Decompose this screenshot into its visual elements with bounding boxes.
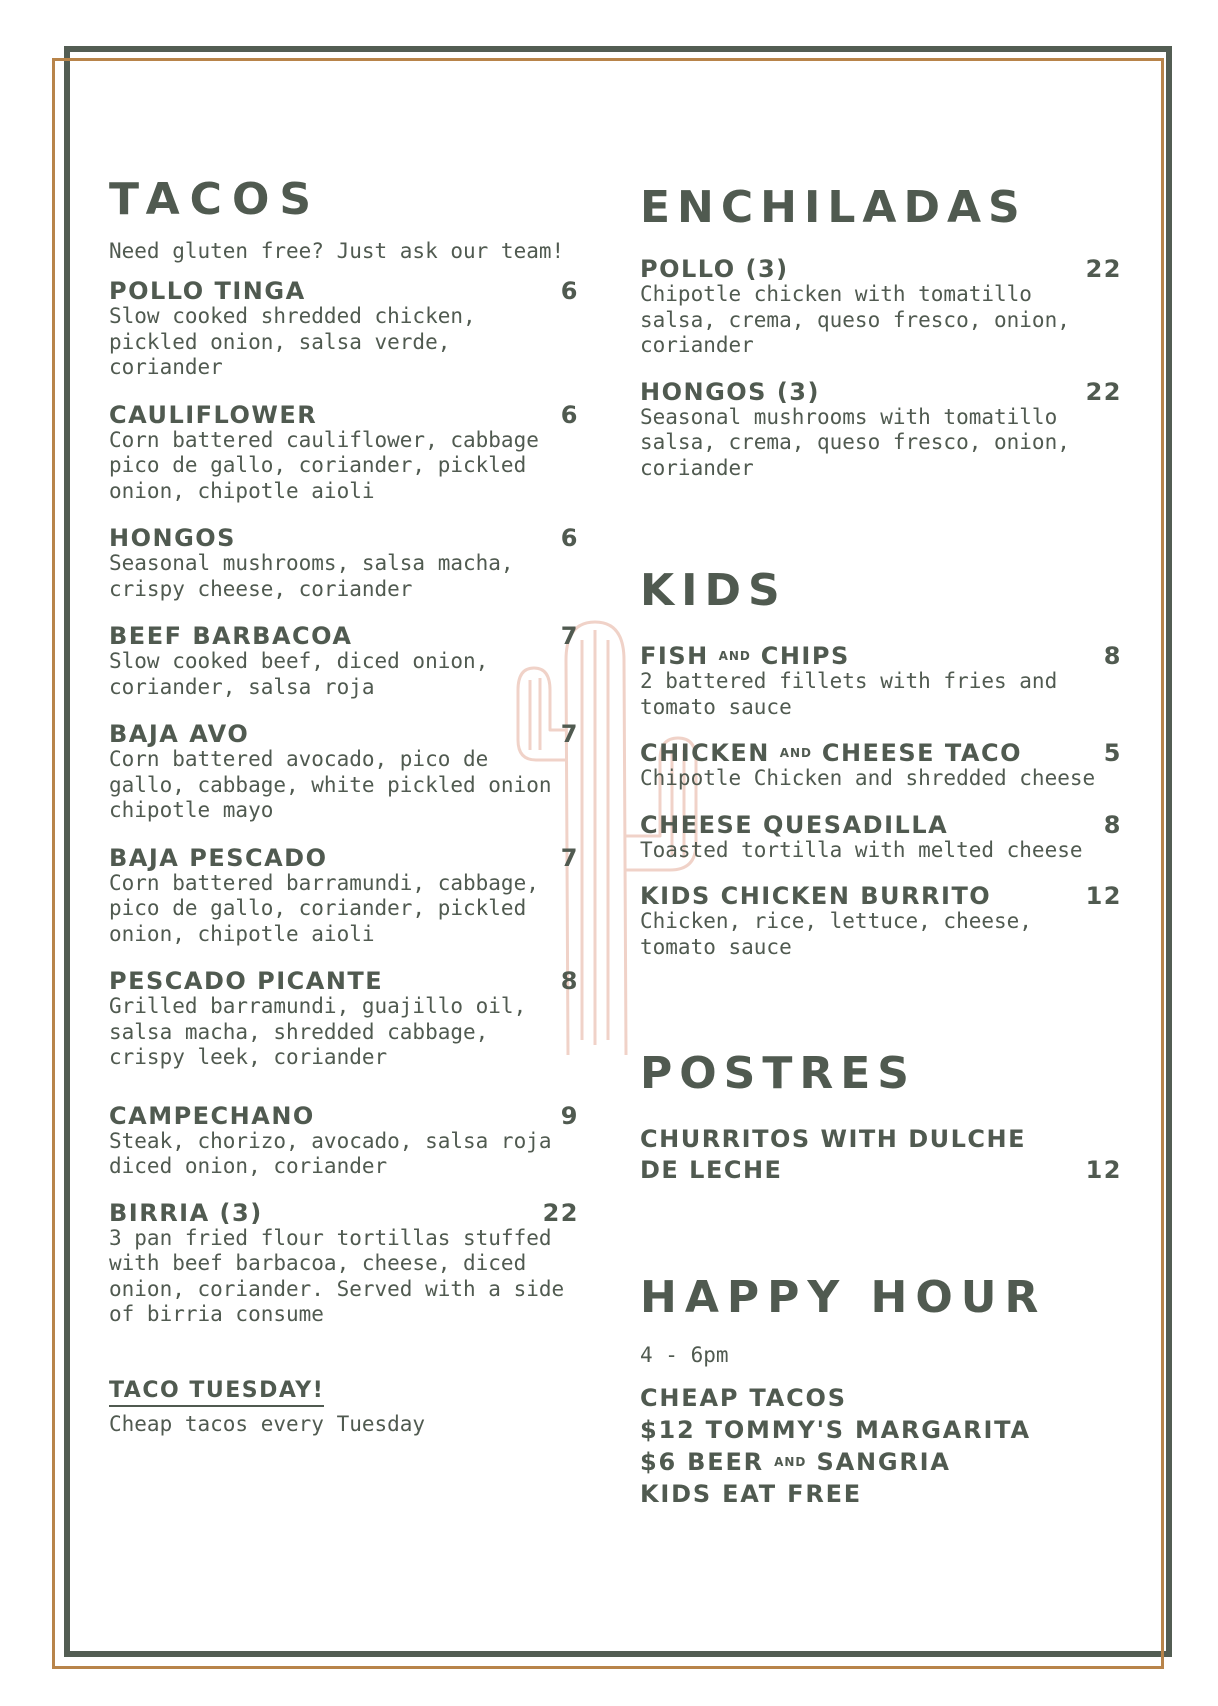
item-description: Toasted tortilla with melted cheese <box>640 837 1083 862</box>
item-name-part: FISH <box>640 642 709 670</box>
item-name-part: CHICKEN <box>640 739 770 767</box>
item-price: 22 <box>1085 255 1122 283</box>
tacos-title: TACOS <box>109 174 322 225</box>
item-name: BIRRIA (3) <box>109 1198 263 1227</box>
taco-item <box>109 1200 579 1328</box>
happy-hour-list <box>640 1382 1122 1510</box>
happy-hour-part: SANGRIA <box>816 1448 951 1476</box>
happy-hour-line: CHEAP TACOS <box>640 1384 847 1412</box>
item-description: Chicken, rice, lettuce, cheese, tomato sauce <box>640 909 1032 959</box>
item-name: BEEF BARBACOA <box>109 622 353 650</box>
enchilada-item <box>640 256 1122 359</box>
tacos-column <box>109 174 579 1437</box>
item-price: 12 <box>1085 1156 1122 1184</box>
taco-item <box>109 845 579 948</box>
taco-item <box>109 278 579 381</box>
happy-hour-line <box>640 1446 1122 1478</box>
taco-item <box>109 968 579 1071</box>
item-name: PESCADO PICANTE <box>109 967 384 995</box>
item-price: 5 <box>1103 739 1122 767</box>
happy-hour-title: HAPPY HOUR <box>640 1272 1047 1323</box>
item-price: 6 <box>560 400 579 429</box>
kids-item <box>640 883 1122 960</box>
and-word: AND <box>779 746 812 760</box>
taco-item <box>109 1103 579 1180</box>
item-price: 22 <box>542 1198 579 1227</box>
gluten-free-note: Need gluten free? Just ask our team! <box>109 239 565 263</box>
taco-item <box>109 623 579 700</box>
item-name <box>640 740 1022 766</box>
item-price: 8 <box>560 967 579 995</box>
item-price: 7 <box>560 720 579 748</box>
item-name: POLLO (3) <box>640 255 789 283</box>
item-description: 2 battered fillets with fries and tomato sauce <box>640 669 1058 719</box>
item-description: Steak, chorizo, avocado, salsa roja diced onion, coriander <box>109 1128 552 1178</box>
kids-item <box>640 812 1122 864</box>
item-name: CAULIFLOWER <box>109 400 318 429</box>
item-price: 12 <box>1085 882 1122 910</box>
item-name <box>640 643 850 669</box>
taco-item <box>109 525 579 602</box>
item-price: 7 <box>560 622 579 650</box>
happy-hour-line: $12 TOMMY'S MARGARITA <box>640 1416 1031 1444</box>
item-description: Seasonal mushrooms, salsa macha, crispy cheese, coriander <box>109 551 514 601</box>
postres-title: POSTRES <box>640 1048 916 1099</box>
item-price: 22 <box>1085 377 1122 406</box>
item-description: Slow cooked beef, diced onion, coriander, salsa roja <box>109 649 489 699</box>
item-name: HONGOS <box>109 524 236 552</box>
taco-tuesday-text: Cheap tacos every Tuesday <box>109 1411 426 1436</box>
item-description: Corn battered avocado, pico de gallo, cabbage, white pickled onion chipotle mayo <box>109 747 552 822</box>
item-name-part: CHIPS <box>760 642 850 670</box>
item-description: Grilled barramundi, guajillo oil, salsa macha, shredded cabbage, crispy leek, coriander <box>109 994 527 1069</box>
and-word: AND <box>774 1455 807 1469</box>
and-word: AND <box>718 649 751 663</box>
item-name: KIDS CHICKEN BURRITO <box>640 882 992 910</box>
enchiladas-title: ENCHILADAS <box>640 182 1027 233</box>
right-column <box>640 178 1122 1510</box>
item-price: 8 <box>1103 642 1122 670</box>
item-name: POLLO TINGA <box>109 277 306 305</box>
taco-tuesday <box>109 1378 579 1437</box>
happy-hour-time: 4 - 6pm <box>640 1343 729 1367</box>
item-description: Corn battered cauliflower, cabbage pico de gallo, coriander, pickled onion, chipotle aioli <box>109 427 539 503</box>
item-description: 3 pan fried flour tortillas stuffed with beef barbacoa, cheese, diced onion, coriander. Served with a side of birria consume <box>109 1225 565 1326</box>
item-name: BAJA PESCADO <box>109 843 328 872</box>
taco-tuesday-title: TACO TUESDAY! <box>109 1378 324 1407</box>
item-name-line: DE LECHE <box>640 1156 783 1184</box>
item-price: 8 <box>1103 810 1122 839</box>
item-name: BAJA AVO <box>109 720 250 748</box>
item-name: CAMPECHANO <box>109 1101 315 1130</box>
item-name-line: CHURRITOS WITH DULCHE <box>640 1125 1027 1153</box>
item-name-part: CHEESE TACO <box>821 739 1022 767</box>
item-description: Chipotle chicken with tomatillo salsa, crema, queso fresco, onion, coriander <box>640 282 1070 357</box>
item-price: 9 <box>560 1101 579 1130</box>
happy-hour-part: $6 BEER <box>640 1448 764 1476</box>
enchilada-item <box>640 379 1122 482</box>
item-price: 6 <box>560 524 579 552</box>
item-description: Corn battered barramundi, cabbage, pico de gallo, coriander, pickled onion, chipotle aioli <box>109 870 539 946</box>
taco-item <box>109 721 579 824</box>
item-name: CHEESE QUESADILLA <box>640 810 949 839</box>
item-price: 7 <box>560 843 579 872</box>
kids-item <box>640 643 1122 720</box>
item-description: Slow cooked shredded chicken, pickled onion, salsa verde, coriander <box>109 304 476 379</box>
item-price: 6 <box>560 277 579 305</box>
item-description: Seasonal mushrooms with tomatillo salsa, crema, queso fresco, onion, coriander <box>640 404 1070 480</box>
item-description: Chipotle Chicken and shredded cheese <box>640 766 1096 790</box>
taco-item <box>109 402 579 505</box>
kids-title: KIDS <box>640 565 787 616</box>
happy-hour-line: KIDS EAT FREE <box>640 1480 862 1508</box>
item-name: HONGOS (3) <box>640 377 820 406</box>
postres-item <box>640 1124 1122 1186</box>
kids-item <box>640 740 1122 792</box>
